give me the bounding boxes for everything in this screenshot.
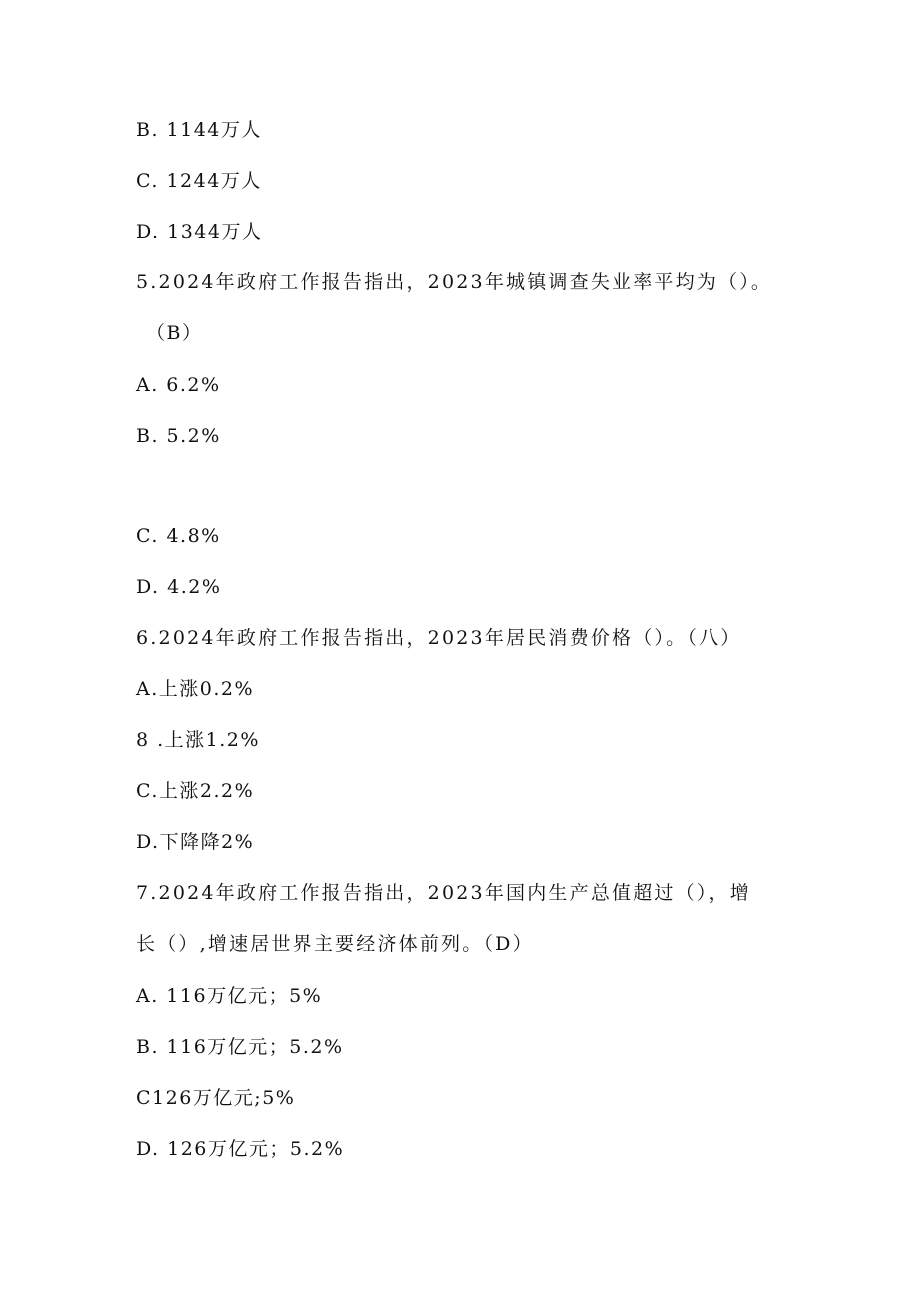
q5-option-c: C. 4.8%: [136, 525, 221, 547]
q5-option-a: A. 6.2%: [136, 374, 221, 396]
q6-question: 6.2024年政府工作报告指出，2023年居民消费价格（）。（八）: [136, 627, 742, 649]
q6-option-b: 8 .上涨1.2%: [136, 729, 260, 751]
q6-option-c: C.上涨2.2%: [136, 780, 255, 802]
q4-option-c: C. 1244万人: [136, 170, 262, 192]
q4-option-d: D. 1344万人: [136, 221, 263, 243]
q5-option-b: B. 5.2%: [136, 425, 221, 447]
q6-option-a: A.上涨0.2%: [136, 678, 255, 700]
q4-option-b: B. 1144万人: [136, 119, 262, 141]
q5-option-d: D. 4.2%: [136, 576, 222, 598]
q7-question-line2: 长（）,增速居世界主要经济体前列。（D）: [136, 933, 534, 955]
q7-option-b: B. 116万亿元；5.2%: [136, 1036, 344, 1058]
q7-question-line1: 7.2024年政府工作报告指出，2023年国内生产总值超过（），增: [136, 882, 751, 904]
q6-option-d: D.下降降2%: [136, 831, 255, 853]
q7-option-d: D. 126万亿元；5.2%: [136, 1138, 345, 1160]
q5-question: 5.2024年政府工作报告指出，2023年城镇调查失业率平均为（）。: [136, 271, 773, 293]
q7-option-c: C126万亿元;5%: [136, 1087, 296, 1109]
q7-option-a: A. 116万亿元；5%: [136, 985, 323, 1007]
q5-answer: （B）: [146, 322, 203, 344]
